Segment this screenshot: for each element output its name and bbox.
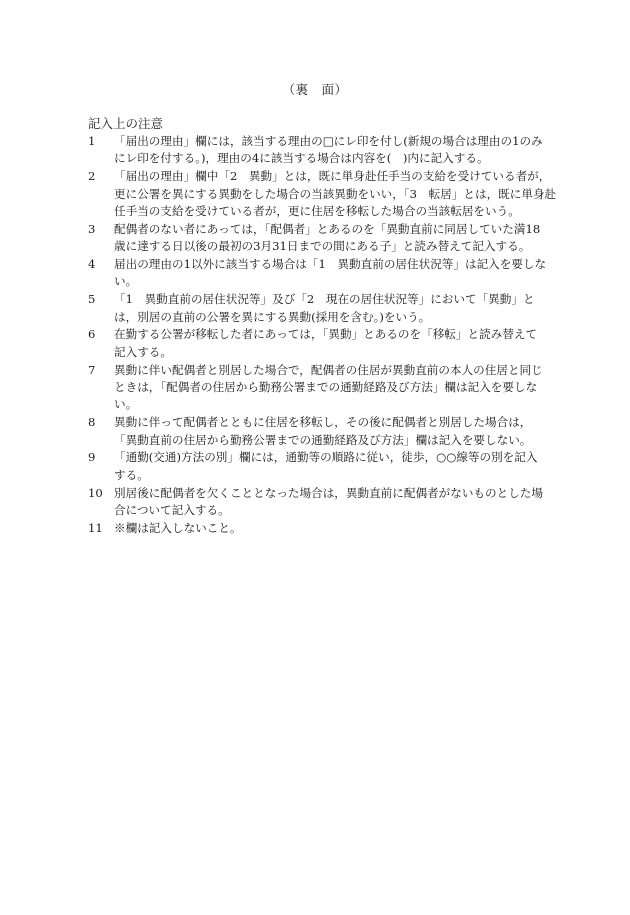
note-text (114, 221, 550, 256)
note-line: 「異動直前の住居から勤務公署までの通勤経路及び方法」欄は記入を要しない。 (114, 432, 532, 447)
note-text (114, 133, 550, 168)
note-line: い。 (114, 397, 138, 412)
note-number: 11 (88, 520, 103, 535)
note-number: 2 (88, 169, 96, 184)
note-text (114, 291, 550, 326)
note-text (114, 485, 550, 520)
note-line: 「届出の理由」欄中「2 異動」とは，既に単身赴任手当の支給を受けている者が， (114, 169, 551, 184)
note-line: にレ印を付する。)，理由の4に該当する場合は内容を( )内に記入する。 (114, 151, 489, 166)
note-line: 異動に伴い配偶者と別居した場合で，配偶者の住居が異動直前の本人の住居と同じ (114, 362, 543, 377)
note-text (114, 168, 556, 220)
note-item (88, 362, 550, 414)
note-number: 10 (88, 485, 103, 500)
note-item (88, 414, 550, 449)
note-line: 在勤する公署が移転した者にあっては，「異動」とあるのを「移転」と読み替えて (114, 327, 538, 342)
note-text (114, 326, 550, 361)
note-line: 異動に伴って配偶者とともに住居を移転し，その後に配偶者と別居した場合は， (114, 415, 532, 430)
note-line: 合について記入する。 (114, 503, 230, 518)
note-line: 記入する。 (114, 344, 172, 359)
note-item (88, 291, 550, 326)
note-line: 「届出の理由」欄には，該当する理由の□にレ印を付し(新規の場合は理由の1のみ (114, 134, 543, 148)
note-number: 8 (88, 415, 96, 430)
note-line: 「1 異動直前の居住状況等」及び「2 現在の居住状況等」において「異動」と (114, 292, 535, 307)
note-line: 歳に達する日以後の最初の3月31日までの間にある子」と読み替えて記入する。 (114, 239, 531, 254)
page-heading: （裏 面） (282, 82, 348, 97)
note-line: 別居後に配偶者を欠くこととなった場合は，異動直前に配偶者がないものとした場 (114, 485, 543, 500)
note-line: 配偶者のない者にあっては，「配偶者」とあるのを「異動直前に同居していた満18 (114, 221, 541, 236)
notes-list (88, 133, 557, 538)
note-text (114, 520, 550, 537)
note-item (88, 326, 550, 361)
note-line: ※欄は記入しないこと。 (114, 520, 242, 535)
note-number: 5 (88, 292, 96, 307)
note-number: 4 (88, 257, 96, 272)
note-item (88, 520, 550, 537)
note-line: する。 (114, 467, 149, 482)
note-number: 3 (88, 221, 96, 236)
note-line: 更に公署を異にする異動をした場合の当該異動をいい，「3 転居」とは，既に単身赴 (114, 186, 557, 201)
note-text (114, 362, 550, 414)
note-number: 1 (88, 134, 96, 148)
note-item (88, 133, 550, 168)
note-number: 7 (88, 362, 96, 377)
note-item (88, 449, 550, 484)
note-item (88, 168, 557, 220)
note-number: 6 (88, 327, 96, 342)
note-line: 届出の理由の1以外に該当する場合は「1 異動直前の居住状況等」は記入を要しな (114, 257, 547, 272)
note-line: は，別居の直前の公署を異にする異動(採用を含む。)をいう。 (114, 309, 431, 324)
note-line: ときは，「配偶者の住居から勤務公署までの通勤経路及び方法」欄は記入を要しな (114, 380, 538, 395)
note-text (114, 256, 550, 291)
note-item (88, 256, 550, 291)
note-line: 「通勤(交通)方法の別」欄には，通勤等の順路に従い，徒歩，○○線等の別を記入 (114, 450, 538, 465)
notes-title: 記入上の注意 (88, 116, 164, 131)
note-number: 9 (88, 450, 96, 465)
note-text (114, 414, 550, 449)
note-item (88, 221, 550, 256)
note-line: い。 (114, 274, 138, 289)
note-text (114, 449, 550, 484)
note-item (88, 485, 550, 520)
note-line: 任手当の支給を受けている者が，更に住居を移転した場合の当該転居をいう。 (114, 204, 520, 219)
